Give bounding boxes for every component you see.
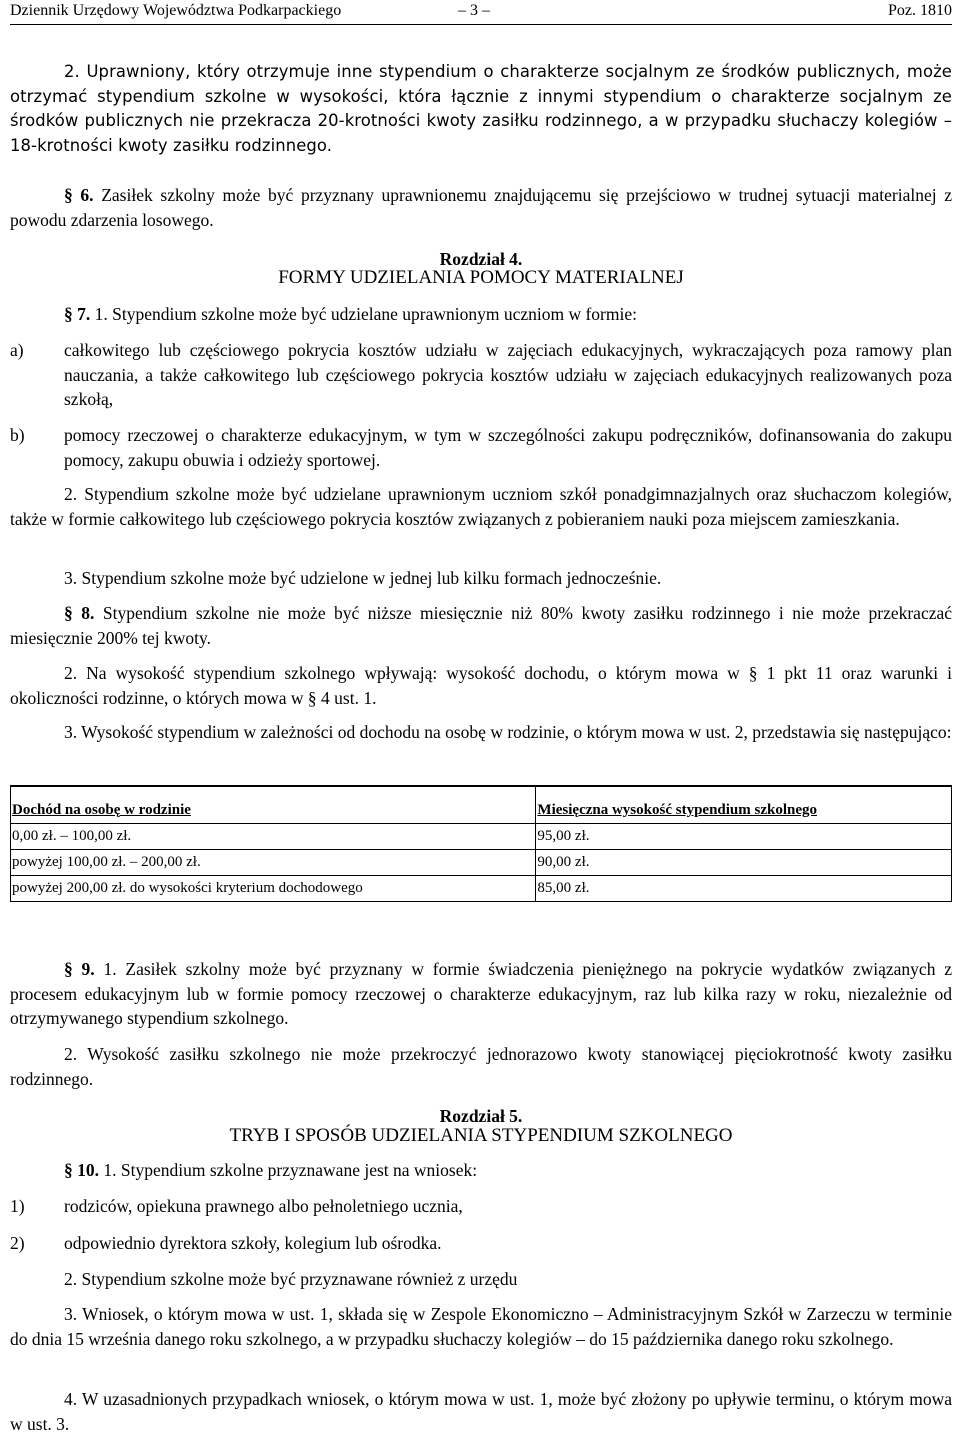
position-number: Poz. 1810 <box>888 2 952 19</box>
paragraph-intro: 2. Uprawniony, który otrzymuje inne stypendium o charakterze socjalnym ze środków publicznych, może otrzymać stypendium szkolne w wysokości, która łącznie z innymi stypendium o charakterze socjalnym ze środków publicznych nie przekracza 20-krotności kwoty zasiłku rodzinnego, a w przypadku słuchaczy kolegiów – 18-krotności kwoty zasiłku rodzinnego. <box>10 62 952 155</box>
section-6 <box>10 183 952 232</box>
chapter-4-title: Rozdział 4. <box>439 249 523 269</box>
income-table <box>10 785 952 902</box>
section-6-text: Zasiłek szkolny może być przyznany uprawnionemu znajdującemu się przejściowo w trudnej sytuacji materialnej z powodu zdarzenia losowego. <box>10 185 953 230</box>
list-item-2-text: odpowiednio dyrektora szkoły, kolegium lub ośrodka. <box>64 1233 442 1253</box>
journal-title: Dziennik Urzędowy Województwa Podkarpackiego <box>10 2 342 19</box>
chapter-5-title: Rozdział 5. <box>439 1106 523 1126</box>
chapter-5-subtitle: TRYB I SPOSÓB UDZIELANIA STYPENDIUM SZKOLNEGO <box>229 1125 733 1146</box>
list-item-1-text: rodziców, opiekuna prawnego albo pełnoletniego ucznia, <box>64 1196 463 1216</box>
section-10-paragraph-2: 2. Stypendium szkolne może być przyznawane również z urzędu <box>64 1269 518 1289</box>
list-item-2-label: 2) <box>10 1233 25 1253</box>
chapter-4-subtitle: FORMY UDZIELANIA POMOCY MATERIALNEJ <box>278 267 684 288</box>
table-header-amount: Miesięczna wysokość stypendium szkolnego <box>536 786 952 824</box>
section-10-paragraph-4: 4. W uzasadnionych przypadkach wniosek, o którym mowa w ust. 1, może być złożony po upływie terminu, o którym mowa w ust. 3. <box>10 1389 952 1434</box>
section-9-paragraph-1 <box>10 957 952 1031</box>
section-7-intro <box>10 302 952 327</box>
section-7-paragraph-2: 2. Stypendium szkolne może być udzielane uprawnionym uczniom szkół ponadgimnazjalnych oraz słuchaczom kolegiów, także w formie całkowitego lub częściowego pokrycia kosztów związanych z pobieraniem nauki poza miejscem zamieszkania. <box>10 484 952 529</box>
page-header <box>10 0 952 25</box>
table-cell-income: powyżej 100,00 zł. – 200,00 zł. <box>11 850 536 876</box>
list-item-b <box>10 423 952 472</box>
section-8-paragraph-1 <box>10 601 952 650</box>
table-header-income: Dochód na osobę w rodzinie <box>11 786 536 824</box>
section-9-text: 1. Zasiłek szkolny może być przyznany w formie świadczenia pieniężnego na pokrycie wydatków związanych z procesem edukacyjnym lub w formie pomocy rzeczowej o charakterze edukacyjnym, raz lub kilka razy w roku, niezależnie od otrzymywanego stypendium szkolnego. <box>10 959 952 1028</box>
page-number: – 3 – <box>458 2 490 19</box>
section-10-paragraph-3: 3. Wniosek, o którym mowa w ust. 1, składa się w Zespole Ekonomiczno – Administracyjnym Szkół w Zarzeczu w terminie do dnia 15 września danego roku szkolnego, a w przypadku słuchaczy kolegiów – do 15 października danego roku szkolnego. <box>10 1304 952 1349</box>
section-8-paragraph-3: 3. Wysokość stypendium w zależności od dochodu na osobę w rodzinie, o którym mowa w ust. 2, przedstawia się następująco: <box>64 722 952 742</box>
list-item-1 <box>10 1194 952 1219</box>
section-10-number: § 10. <box>64 1160 99 1180</box>
table-cell-amount: 85,00 zł. <box>536 876 952 902</box>
section-9-paragraph-2: 2. Wysokość zasiłku szkolnego nie może przekroczyć jednorazowo kwoty stanowiącej pięciokrotność kwoty zasiłku rodzinnego. <box>10 1044 952 1089</box>
table-cell-amount: 90,00 zł. <box>536 850 952 876</box>
table-cell-income: 0,00 zł. – 100,00 zł. <box>11 824 536 850</box>
table-header-row <box>11 786 952 824</box>
section-7-intro-text: 1. Stypendium szkolne może być udzielane uprawnionym uczniom w formie: <box>94 304 637 324</box>
section-8-paragraph-2: 2. Na wysokość stypendium szkolnego wpływają: wysokość dochodu, o którym mowa w § 1 pkt 11 oraz warunki i okoliczności rodzinne, o których mowa w § 4 ust. 1. <box>10 663 952 708</box>
table-cell-amount: 95,00 zł. <box>536 824 952 850</box>
list-item-a-text: całkowitego lub częściowego pokrycia kosztów udziału w zajęciach edukacyjnych, wykraczających poza ramowy plan nauczania, a także całkowitego lub częściowego pokrycia kosztów udziału w zajęciach edukacyjnych realizowanych poza szkołą, <box>64 340 952 409</box>
section-10-intro-text: 1. Stypendium szkolne przyznawane jest na wniosek: <box>103 1160 478 1180</box>
list-item-b-label: b) <box>10 425 25 445</box>
table-cell-income: powyżej 200,00 zł. do wysokości kryterium dochodowego <box>11 876 536 902</box>
section-6-number: § 6. <box>64 185 94 205</box>
section-8-text: Stypendium szkolne nie może być niższe miesięcznie niż 80% kwoty zasiłku rodzinnego i nie może przekraczać miesięcznie 200% tej kwoty. <box>10 603 953 648</box>
list-item-a <box>10 338 952 412</box>
list-item-b-text: pomocy rzeczowej o charakterze edukacyjnym, w tym w szczególności zakupu podręczników, dofinansowania do zakupu pomocy, zakupu obuwia i odzieży sportowej. <box>64 425 952 470</box>
section-7-number: § 7. <box>64 304 91 324</box>
section-8-number: § 8. <box>64 603 95 623</box>
section-7-paragraph-3: 3. Stypendium szkolne może być udzielone w jednej lub kilku formach jednocześnie. <box>64 568 662 588</box>
list-item-a-label: a) <box>10 340 24 360</box>
list-item-1-label: 1) <box>10 1196 25 1216</box>
section-10-intro <box>10 1158 952 1183</box>
section-9-number: § 9. <box>64 959 95 979</box>
table-row <box>11 824 952 850</box>
table-row <box>11 850 952 876</box>
table-row <box>11 876 952 902</box>
list-item-2 <box>10 1231 952 1256</box>
